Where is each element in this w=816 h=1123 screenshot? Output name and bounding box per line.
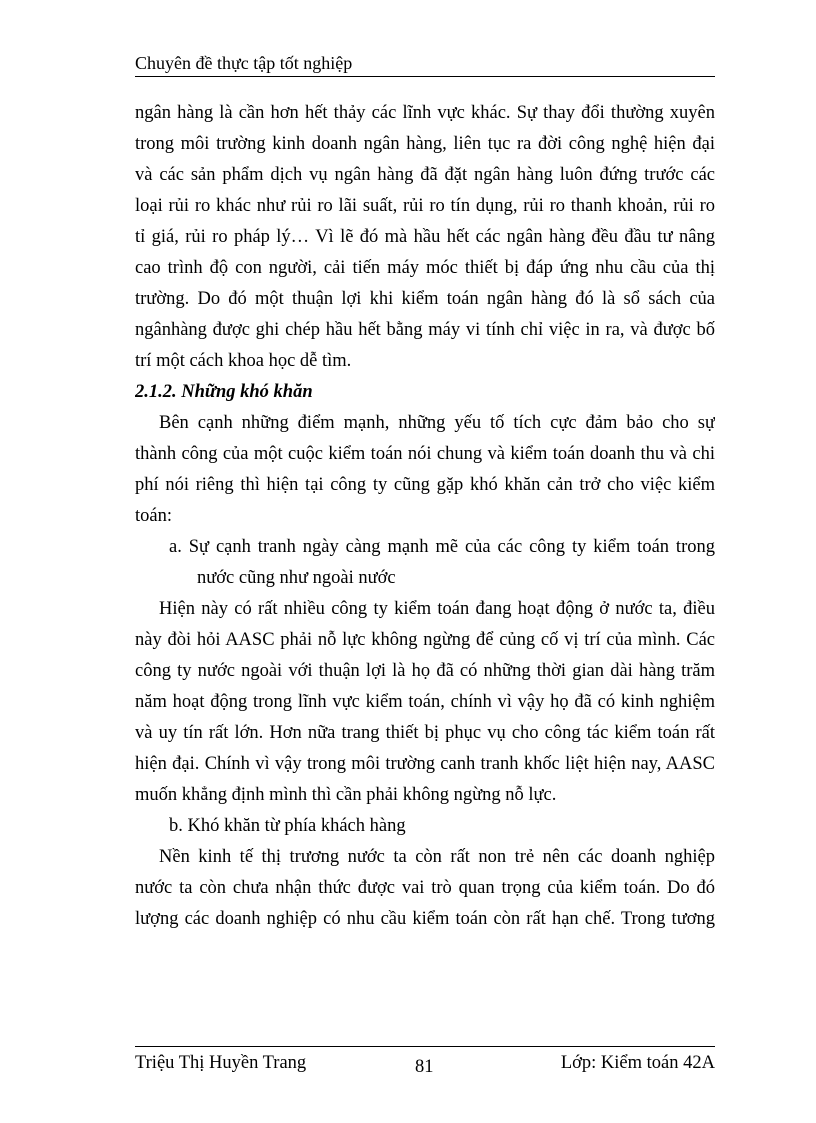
body-line: trường. Do đó một thuận lợi khi kiểm toán ngân hàng đó là sổ sách của (135, 289, 715, 309)
list-item-b: b. Khó khăn từ phía khách hàng (169, 816, 406, 836)
paragraph-line: Nền kinh tế thị trương nước ta còn rất non trẻ nên các doanh nghiệp (159, 847, 715, 867)
section-heading: 2.1.2. Những khó khăn (135, 382, 313, 402)
body-line: loại rủi ro khác như rủi ro lãi suất, rủi ro tín dụng, rủi ro thanh khoản, rủi ro (135, 196, 715, 216)
page-footer (135, 1046, 715, 1077)
document-title: Chuyên đề thực tập tốt nghiệp (135, 53, 353, 73)
paragraph-line: hiện đại. Chính vì vậy trong môi trường canh tranh khốc liệt hiện nay, AASC (135, 754, 715, 774)
body-line: ngânhàng được ghi chép hầu hết bằng máy vi tính chỉ việc in ra, và được bố (135, 320, 715, 340)
body-line: ngân hàng là cần hơn hết thảy các lĩnh vực khác. Sự thay đổi thường xuyên (135, 103, 715, 123)
page-header (135, 50, 715, 77)
page-number: 81 (415, 1057, 434, 1077)
paragraph-line: muốn khẳng định mình thì cần phải không ngừng nỗ lực. (135, 785, 557, 805)
paragraph-line: lượng các doanh nghiệp có nhu cầu kiểm toán còn rất hạn chế. Trong tương (135, 909, 715, 929)
body-line: tỉ giá, rủi ro pháp lý… Vì lẽ đó mà hầu hết các ngân hàng đều đầu tư nâng (135, 227, 715, 247)
body-line: trí một cách khoa học dễ tìm. (135, 351, 352, 371)
footer-author: Triệu Thị Huyền Trang (135, 1053, 307, 1073)
list-item-a-continuation: nước cũng như ngoài nước (197, 568, 396, 588)
paragraph-line: năm hoạt động trong lĩnh vực kiểm toán, chính vì vậy họ đã có kinh nghiệm (135, 692, 715, 712)
paragraph-line: Hiện này có rất nhiều công ty kiểm toán đang hoạt động ở nước ta, điều (159, 599, 715, 619)
body-line: và các sản phẩm dịch vụ ngân hàng đã đặt ngân hàng luôn đứng trước các (135, 165, 715, 185)
page-content (135, 98, 715, 935)
paragraph-line: phí nói riêng thì hiện tại công ty cũng gặp khó khăn cản trở cho việc kiểm (135, 475, 715, 495)
body-line: trong môi trường kinh doanh ngân hàng, liên tục ra đời công nghệ hiện đại (135, 134, 715, 154)
paragraph-line: này đòi hỏi AASC phải nỗ lực không ngừng để củng cố vị trí của mình. Các (135, 630, 715, 650)
paragraph-line: công ty nước ngoài với thuận lợi là họ đã có những thời gian dài hàng trăm (135, 661, 715, 681)
paragraph-line: Bên cạnh những điểm mạnh, những yếu tố tích cực đảm bảo cho sự (159, 413, 715, 433)
footer-class-label: Lớp: Kiểm toán 42A (560, 1053, 715, 1073)
body-line: cao trình độ con người, cải tiến máy móc thiết bị đáp ứng nhu cầu của thị (135, 258, 715, 278)
paragraph-line: nước ta còn chưa nhận thức được vai trò quan trọng của kiểm toán. Do đó (135, 878, 715, 898)
paragraph-line: và uy tín rất lớn. Hơn nữa trang thiết bị phục vụ cho công tác kiểm toán rất (135, 723, 715, 743)
paragraph-line: thành công của một cuộc kiểm toán nói chung và kiểm toán doanh thu và chi (135, 444, 715, 464)
list-item-a: a. Sự cạnh tranh ngày càng mạnh mẽ của các công ty kiểm toán trong (169, 537, 715, 557)
paragraph-line: toán: (135, 506, 172, 526)
